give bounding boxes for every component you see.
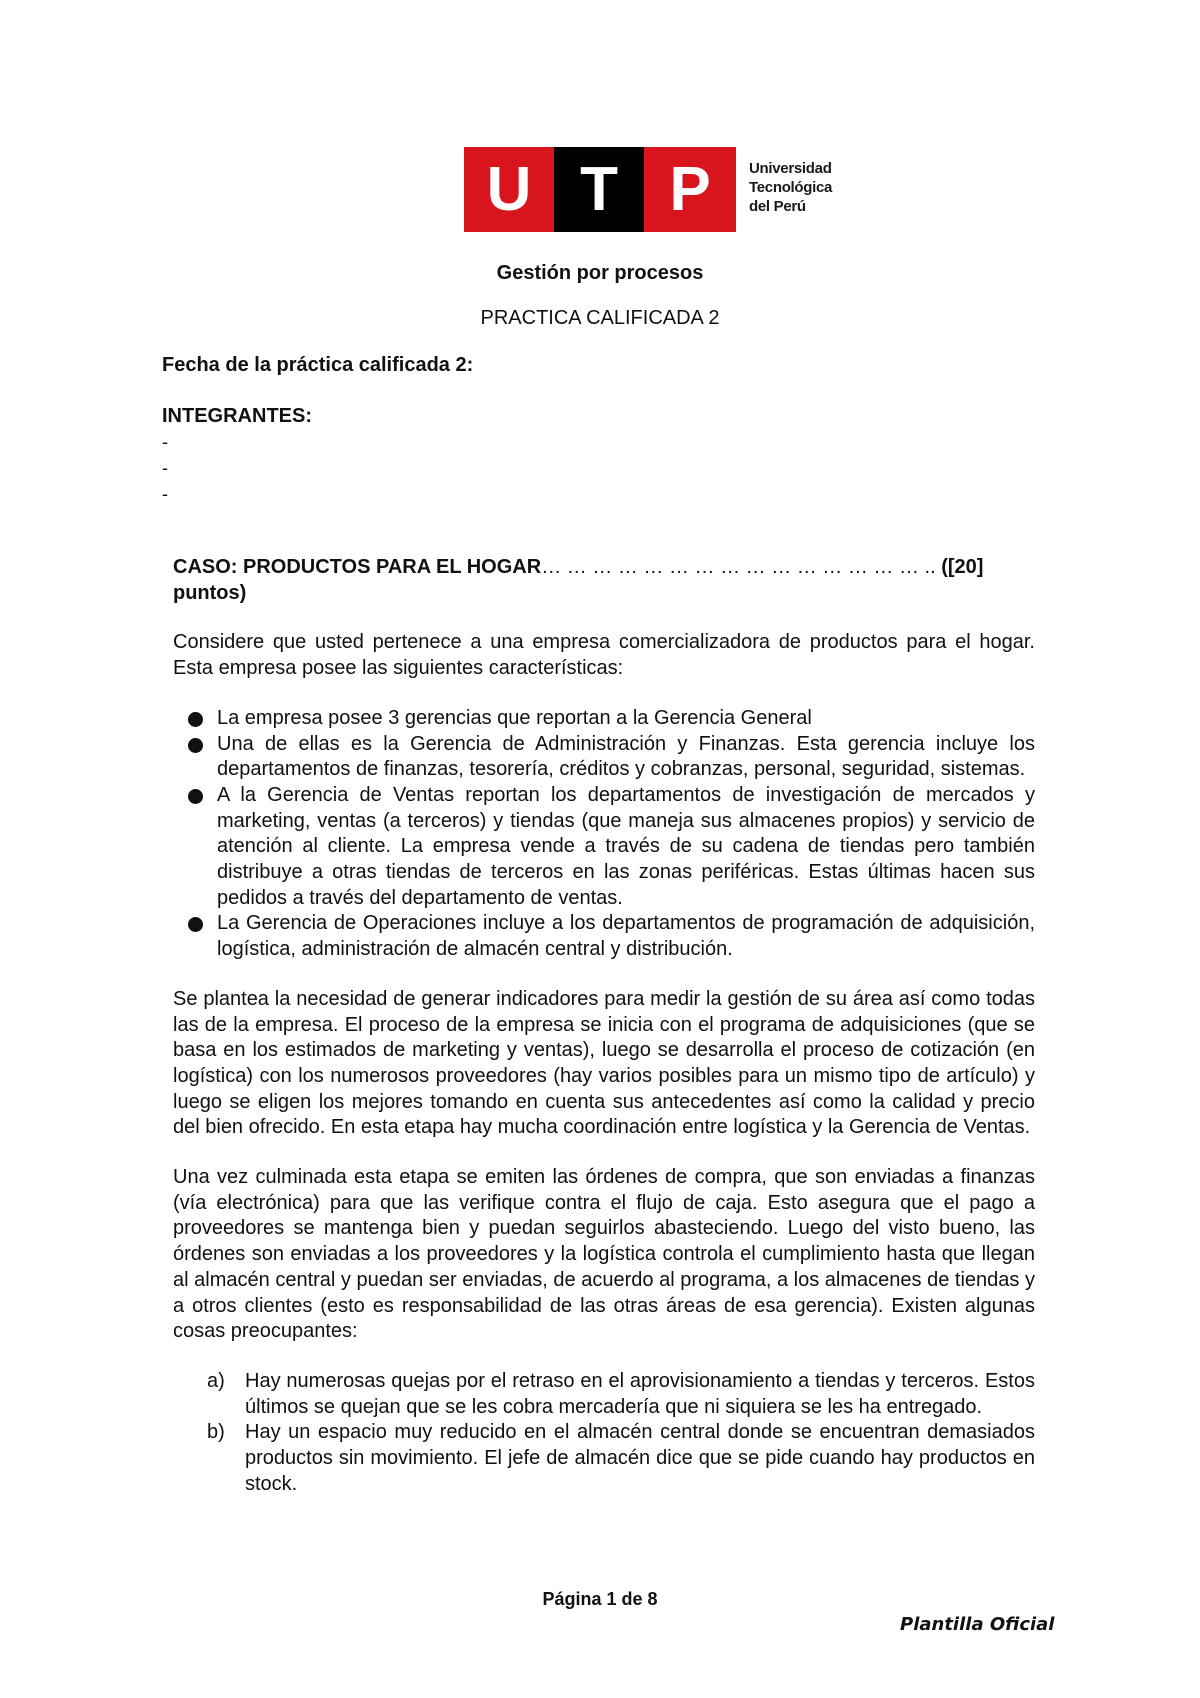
list-item [173, 783, 1035, 912]
page-number: Página 1 de 8 [542, 1589, 658, 1609]
member-line-3: - [162, 484, 168, 504]
list-item-text: La Gerencia de Operaciones incluye a los departamentos de programación de adquisición, logística, administración de almacén central y distribución. [217, 912, 1035, 961]
logo-letter-t: T [554, 147, 644, 232]
wordmark-line-2: Tecnológica [749, 179, 833, 196]
logo-letter-u: U [464, 147, 554, 232]
exam-date-label: Fecha de la práctica calificada 2: [162, 354, 474, 376]
case-content [173, 555, 1035, 1498]
member-line-1: - [162, 432, 168, 452]
list-item-text: La empresa posee 3 gerencias que reportan a la Gerencia General [217, 706, 812, 729]
case-heading [173, 555, 1035, 606]
list-item [173, 732, 1035, 783]
case-dot-leader: … … … … … … … … … … … … … … … .. [541, 556, 936, 578]
wordmark-line-1: Universidad [749, 160, 832, 177]
list-item [173, 706, 1035, 732]
bullet-icon [188, 738, 203, 753]
case-points: ([20] puntos) [173, 556, 984, 604]
wordmark-line-3: del Perú [749, 198, 806, 215]
company-characteristics-list [173, 706, 1035, 963]
list-item [173, 911, 1035, 962]
purchase-orders-paragraph: Una vez culminada esta etapa se emiten las órdenes de compra, que son enviadas a finanzas (vía electrónica) para que las verifique contra el flujo de caja. Esto asegura que el pago a proveedores se mantenga bien y puedan seguirlos abasteciendo. Luego del visto bueno, las órdenes son enviadas a los proveedores y la logística controla el cumplimiento hasta que llegan al almacén central y puedan ser enviadas, de acuerdo al programa, a los almacenes de tiendas y a otros clientes (esto es responsabilidad de las otras áreas de esa gerencia). Existen algunas cosas preocupantes: [173, 1166, 1035, 1343]
logo-letter-p: P [644, 147, 736, 232]
case-title: CASO: PRODUCTOS PARA EL HOGAR [173, 556, 542, 578]
utp-logo [464, 147, 833, 232]
exam-title: PRACTICA CALIFICADA 2 [480, 307, 720, 329]
member-line-2: - [162, 458, 168, 478]
list-item-text: Hay un espacio muy reducido en el almacén central donde se encuentran demasiados productos sin movimiento. El jefe de almacén dice que se pide cuando hay productos en stock. [245, 1421, 1035, 1495]
list-item [173, 1420, 1035, 1497]
process-paragraph: Se plantea la necesidad de generar indicadores para medir la gestión de su área así como todas las de la empresa. El proceso de la empresa se inicia con el programa de adquisiciones (que se basa en los estimados de marketing y ventas), luego se desarrolla el proceso de cotización (en logística) con los numerosos proveedores (hay varios posibles para un mismo tipo de artículo) y luego se eligen los mejores tomando en cuenta sus antecedentes así como la calidad y precio del bien ofrecido. En esta etapa hay mucha coordinación entre logística y la Gerencia de Ventas. [173, 987, 1035, 1139]
item-label: b) [207, 1421, 225, 1444]
logo-wordmark [749, 159, 849, 216]
case-intro: Considere que usted pertenece a una empresa comercializadora de productos para el hogar. Esta empresa posee las siguientes características: [173, 631, 1035, 680]
list-item-text: Hay numerosas quejas por el retraso en el aprovisionamiento a tiendas y terceros. Estos últimos se quejan que se les cobra mercadería que ni siquiera se les ha entregado. [245, 1369, 1035, 1418]
bullet-icon [188, 789, 203, 804]
bullet-icon [188, 712, 203, 727]
list-item [173, 1369, 1035, 1420]
bullet-icon [188, 917, 203, 932]
members-label: INTEGRANTES: [162, 405, 312, 427]
course-subject: Gestión por procesos [496, 262, 704, 284]
template-label: Plantilla Oficial [900, 1614, 1055, 1635]
list-item-text: A la Gerencia de Ventas reportan los departamentos de investigación de mercados y marketing, ventas (a terceros) y tiendas (que maneja sus almacenes propios) y servicio de atención al cliente. La empresa vende a través de su cadena de tiendas pero también distribuye a otras tiendas de terceros en las zonas periféricas. Estas últimas hacen sus pedidos a través del departamento de ventas. [217, 783, 1035, 909]
issues-list [173, 1369, 1035, 1498]
item-label: a) [207, 1369, 225, 1392]
list-item-text: Una de ellas es la Gerencia de Administración y Finanzas. Esta gerencia incluye los departamentos de finanzas, tesorería, créditos y cobranzas, personal, seguridad, sistemas. [217, 732, 1035, 781]
